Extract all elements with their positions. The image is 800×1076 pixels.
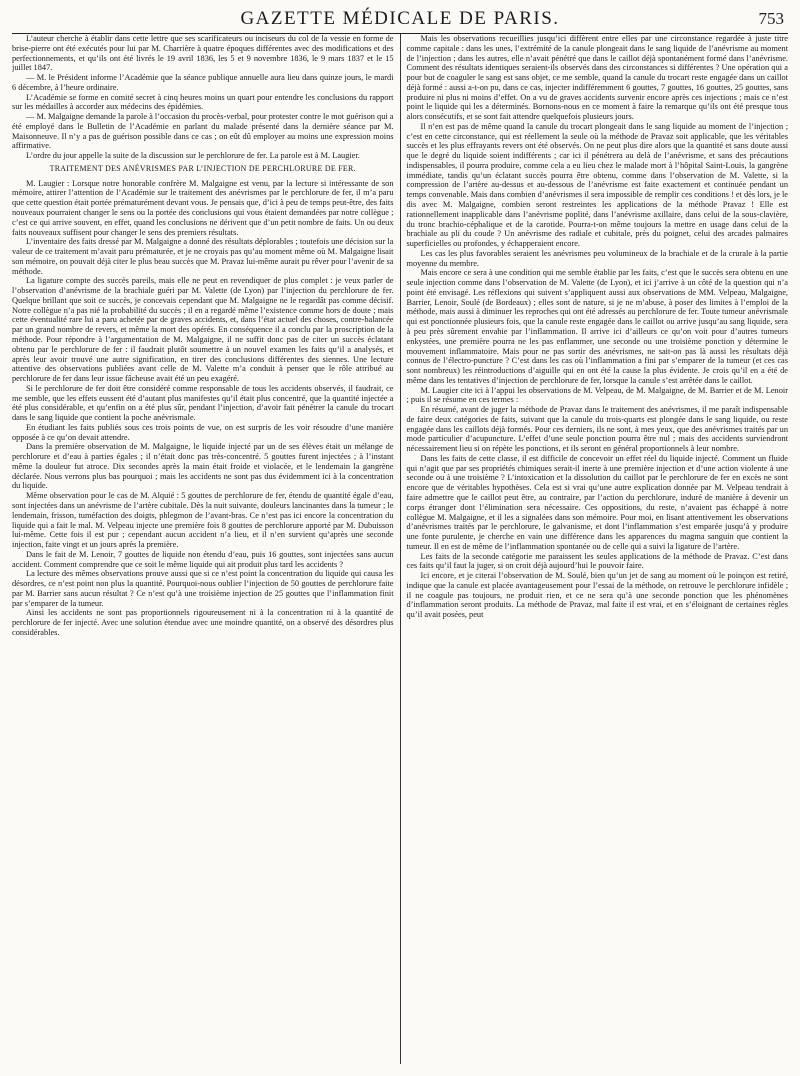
paragraph: Les faits de la seconde catégorie me paraissent les seules applications de la méthode de Pravaz. C’est dans ces faits qu’il faut la juger, si on croit déjà aujourd’hui le pouvoir faire. — [406, 551, 789, 571]
paragraph: L’inventaire des faits dressé par M. Malgaigne a donné des résultats déplorables ; toutefois une décision sur la valeur de ce traitement m’avait paru prématurée, et je ne croyais pas qu’au moment même où M. Malgaigne lisait son mémoire, on pouvait déjà citer le plus beau succès que M. Pravaz lui-même aurait pu rêver pour l’avenir de sa méthode. — [12, 237, 394, 276]
paragraph: M. Laugier : Lorsque notre honorable confrère M. Malgaigne est venu, par la lecture si intéressante de son mémoire, attirer l’attention de l’Académie sur le traitement des anévrismes par le perchlorure de fer, il m’a paru que cette question était portée prématurément devant vous. Je pensais que, d’ici à peu de temps peut-être, des faits nouveaux pourraient changer le sens ou la portée des conclusions qui vous étaient demandées par notre collègue ; c’est ce qui arrive souvent, en effet, quand les conclusions ne dérivent que d’un petit nombre de faits. Un ou deux faits nouveaux suffisent pour changer le sens des premiers résultats. — [12, 178, 394, 237]
paragraph: Dans les faits de cette classe, il est difficile de concevoir un effet réel du liquide injecté. Comment un fluide qui n’agit que par ses propriétés chimiques serait-il inerte à une première injection et d’une action violente à une seconde ou à une troisième ? L’intoxication et la dissolution du caillot par le perchlorure de fer en excès ne sont encore que de véritables hypothèses. Cela est si vrai qu’une autre explication donnée par M. Velpeau tendrait à faire admettre que le caillot peut être, au contraire, par l’action du perchlorure, induré de manière à devenir un corps étranger dont l’élimination sera nécessaire. Ces oppositions, du reste, n’avaient pas échappé à notre collègue M. Malgaigne, et il les a signalées dans son mémoire. Pour moi, en lisant attentivement les observations d’anévrismes traités par le perchlorure, le galvanisme, et dont l’inflammation s’est emparée jusqu’à y produire une fonte purulente, je cherche en vain une différence dans les apparences du magma sanguin que contient la tumeur. Il en est de même de l’inflammation spontanée ou de celle qui a suivi la ligature de l’artère. — [406, 453, 789, 551]
paragraph: L’Académie se forme en comité secret à cinq heures moins un quart pour entendre les conclusions du rapport sur les médailles à accorder aux médecins des épidémies. — [12, 92, 394, 112]
paragraph: L’ordre du jour appelle la suite de la discussion sur le perchlorure de fer. La parole est à M. Laugier. — [26, 151, 360, 161]
right-column — [401, 34, 789, 1064]
paragraph: — M. le Président informe l’Académie que la séance publique annuelle aura lieu dans quinze jours, le mardi 6 décembre, à l’heure ordinaire. — [12, 73, 394, 92]
paragraph: Dans la première observation de M. Malgaigne, le liquide injecté par un de ses élèves était un mélange de perchlorure et d’eau à parties égales ; il n’était donc pas très-concentré. 5 gouttes furent injectées ; à l’instant même la douleur fut atroce. Dix secondes après la main était froide et violacée, et le lendemain la gangrène déclarée. Nous verrons plus bas pourquoi ; mais les accidents ne sont pas dus évidemment ici à la concentration du liquide. — [12, 442, 394, 491]
paragraph: Même observation pour le cas de M. Alquié : 5 gouttes de perchlorure de fer, étendu de quantité égale d’eau, sont injectées dans un anévrisme de l’artère cubitale. Dès la nuit suivante, douleurs lancinantes dans la tumeur ; le lendemain, frisson, tuméfaction des doigts, phlegmon de l’avant-bras. Ce n’est pas ici encore la concentration du liquide qui a fait le mal. M. Velpeau injecte une première fois 8 gouttes de perchlorure apporté par M. Dubuisson lui-même. Cette fois il est pur ; cependant aucun accident n’a lieu, et il n’en survient qu’après une seconde injection, faite vingt et un jours après la première. — [12, 491, 394, 550]
paragraph: Ici encore, et je citerai l’observation de M. Soulé, bien qu’un jet de sang au moment où le poinçon est retiré, indique que la canule est placée avantageusement pour l’essai de la méthode, on retrouve le perchlorure infidèle ; il ne coagule pas toujours, ne produit rien, et ce ne sera qu’à une seconde ponction que les phénomènes d’inflammation seront produits. La méthode de Pravaz, mal faite il est vrai, et en s’éloignant de certaines règles qu’il avait posées, peut — [406, 571, 789, 620]
paragraph: Ainsi les accidents ne sont pas proportionnels rigoureusement ni à la concentration ni à la quantité de perchlorure de fer injecté. Avec une solution étendue avec une moindre quantité, on a observé des désordres plus considérables. — [12, 608, 394, 637]
paragraph: En étudiant les faits publiés sous ces trois points de vue, on est surpris de les voir résoudre d’une manière opposée à ce qu’on devait attendre. — [12, 422, 394, 442]
journal-title: GAZETTE MÉDICALE DE PARIS. — [240, 8, 560, 29]
section-heading: TRAITEMENT DES ANÉVRISMES PAR L’INJECTION DE PERCHLORURE DE FER. — [49, 163, 356, 173]
left-column — [12, 34, 400, 1064]
paragraph: En résumé, avant de juger la méthode de Pravaz dans le traitement des anévrismes, il me paraît indispensable de faire deux catégories de faits, suivant que la canule du trois-quarts est plongée dans le sang liquide, ou reste engagée dans les caillots déjà formés. Pour ces derniers, ils ne sont, à mes yeux, que des anévrismes traités par un mode particulier d’acupuncture. L’effet d’une seule ponction pourra être nul ; mais des accidents surviendront nécessairement lieu si on répète les ponctions, et ils seront en général proportionnels à leur nombre. — [406, 405, 789, 454]
paragraph: Dans le fait de M. Lenoir, 7 gouttes de liquide non étendu d’eau, puis 16 gouttes, sont injectées sans aucun accident. Comment comprendre que ce soit le même liquide qui ait produit plus tard les accidents ? — [12, 549, 394, 569]
paragraph: Les cas les plus favorables seraient les anévrismes peu volumineux de la brachiale et de la crurale à la partie moyenne du membre. — [406, 248, 789, 268]
paragraph: L’auteur cherche à établir dans cette lettre que ses scarificateurs ou inciseurs du col de la vessie en forme de brise-pierre ont été exécutés pour lui par M. Charrière à quatre époques différentes avec des modifications et des perfectionnements, et qu’ils ont été livrés le 19 avril 1836, les 5 et 9 novembre 1836, le 9 mars 1837 et le 15 juillet 1847. — [12, 34, 394, 73]
paragraph: Si le perchlorure de fer doit être considéré comme responsable de tous les accidents observés, il faudrait, ce me semble, que les effets eussent été d’autant plus manifestes qu’il était plus concentré, que la quantité injectée a été plus considérable, et qu’enfin on a été plus sûr, pendant l’injection, d’avoir fait pénétrer la canule du trocart dans le sang liquide que contient la poche anévrismale. — [12, 383, 394, 423]
paragraph: Mais encore ce sera à une condition qui me semble établie par les faits, c’est que le succès sera obtenu en une seule injection comme dans l’observation de M. Valette (de Lyon), et ici j’arrive à un côté de la question qui n’a point été envisagé. Les réflexions qui suivent s’appliquent aussi aux observations de MM. Velpeau, Malgaigne, Barrier, Lenoir, Soulé (de Bordeaux) ; elles sont de nature, si je ne m’abuse, à poser des limites à l’emploi de la méthode, mais aussi à diminuer les reproches qui ont été adressés au perchlorure de fer. Toute tumeur anévrismale qui est ponctionnée plusieurs fois, que la canule reste engagée dans le caillot ou arrive jusqu’au sang liquide, sera à peu près sûrement envahie par l’inflammation. Il arrive ici d’ailleurs ce qu’on voit pour d’autres tumeurs enkystées, une première pourra ne les pas enflammer, une seconde ou une troisième ponction y détermine le mouvement inflammatoire. Mais pour ne pas sortir des anévrismes, ne sait-on pas là aussi les résultats déjà connus de l’électro-puncture ? C’est dans les cas où l’inflammation a fini par s’emparer de la tumeur (et ces cas sont nombreux) les réintroductions d’aiguille qui en ont été la cause la plus évidente. Je crois qu’il en a été de même dans les tentatives d’injection de perchlorure de fer, lorsque la canule s’est arrêtée dans le caillot. — [406, 268, 789, 385]
paragraph: La ligature compte des succès pareils, mais elle ne peut en revendiquer de plus complet : je veux parler de l’observation d’anévrisme de la brachiale guéri par M. Valette (de Lyon) par l’injection du perchlorure de fer. Quelque brillant que soit ce succès, je concevais cependant que M. Malgaigne ne le regardât pas comme décisif. Notre collègue n’a pas nié la probabilité du succès ; il en a regardé même l’existence comme hors de doute ; mais cette éventualité rare lui a paru achetée par de graves accidents, et, dans l’état actuel des choses, contre-balancée par un grand nombre de revers, et même la mort des opérés. En conséquence il a conclu par la proscription de la méthode. Pour répondre à l’argumentation de M. Malgaigne, il ne suffit donc pas de citer un succès éclatant obtenu par le perchlorure de fer : il faudrait plutôt soumettre à un nouvel examen les faits qu’il a analysés, et après leur avoir trouvé une autre signification, en tirer des conclusions différentes des siennes. Une lecture attentive des observations publiées avant celle de M. Valette m’a conduit à penser que le rôle attribué au perchlorure de fer dans leur issue fâcheuse avait été un peu exagéré. — [12, 276, 394, 384]
paragraph: La lecture des mêmes observations prouve aussi que si ce n’est point la concentration du liquide qui causa les désordres, ce n’est point non plus la quantité. Pourquoi-nous oublier l’injection de 50 gouttes de perchlorure faite par M. Barrier sans aucun résultat ? Ce n’est qu’à une troisième injection de 25 gouttes que l’inflammation finit par s’emparer de la tumeur. — [12, 569, 394, 608]
paragraph: Il n’en est pas de même quand la canule du trocart plongeait dans le sang liquide au moment de l’injection ; c’est en cette circonstance, qui est réellement la seule où la méthode de Pravaz soit applicable, que les véritables succès et les plus effrayants revers ont été observés. On ne peut plus dire alors que la quantité et sans doute aussi que le degré du liquide soient indifférents ; car ici il pénétrera au delà de l’anévrisme, et sans des précautions indispensables, il pourra produire, comme cela a eu lieu chez le malade mort à l’hôpital Saint-Louis, la gangrène immédiate, tandis qu’un éclatant succès pourra être obtenu, comme dans l’observation de M. Valette, si la compression de l’artère au-dessus et au-dessous de l’anévrisme est faite exactement et continuée pendant un temps convenable. Mais dans combien d’anévrismes il sera impossible de remplir ces conditions ! et dès lors, je le dis avec M. Malgaigne, combien seront restreintes les applications de la méthode Pravaz ! Elle est rationnellement inapplicable dans l’anévrisme poplité, dans l’anévrisme axillaire, dans celui de la sous-clavière, du tronc brachio-céphalique et de la carotide. Pourra-t-on même toujours la mettre en usage dans celui de la brachiale au pli du coude ? Un anévrisme des radiale et cubitale, près du poignet, celui des arcades palmaires superficielles ou profondes, y échapperaient encore. — [406, 121, 789, 249]
page-header — [12, 8, 788, 30]
page-number: 753 — [758, 9, 784, 28]
paragraph: M. Laugier cite ici à l’appui les observations de M. Velpeau, de M. Malgaigne, de M. Barrier et de M. Lenoir ; puis il se résume en ces termes : — [406, 385, 789, 405]
paragraph: Mais les observations recueillies jusqu’ici diffèrent entre elles par une circonstance regardée à juste titre comme capitale : dans les unes, l’extrémité de la canule plongeait dans le sang liquide de l’anévrisme au moment de l’injection ; dans les autres, elle n’avait pénétré que dans le caillot déjà spontanément formé dans l’anévrisme. Comment des résultats identiques seraient-ils observés dans des circonstances si différentes ? Une opération qui a pour but de coaguler le sang est sans objet, ce me semble, quand la canule du trocart reste engagée dans un caillot déjà formé : aussi a-t-on pu, dans ce cas, injecter indifféremment 6 gouttes, 7 gouttes, 16 gouttes, 25 gouttes, sans produire ni plus ni moins d’effet. On a vu de graves accidents survenir encore après ces injections ; mais ce n’est point le liquide qui les a déterminés. Bornons-nous en ce moment à faire la remarque qu’ils ont été presque tous alors consécutifs, et se sont fait attendre quelquefois plusieurs jours. — [406, 34, 789, 122]
article-columns — [12, 34, 788, 1064]
paragraph: — M. Malgaigne demande la parole à l’occasion du procès-verbal, pour protester contre le mot guérison qui a été employé dans le Bulletin de l’Académie en parlant du malade présenté dans la dernière séance par M. Maisonneuve. Il n’y a pas de guérison possible dans ce cas ; on eût dû employer au moins une expression moins affirmative. — [12, 112, 394, 151]
